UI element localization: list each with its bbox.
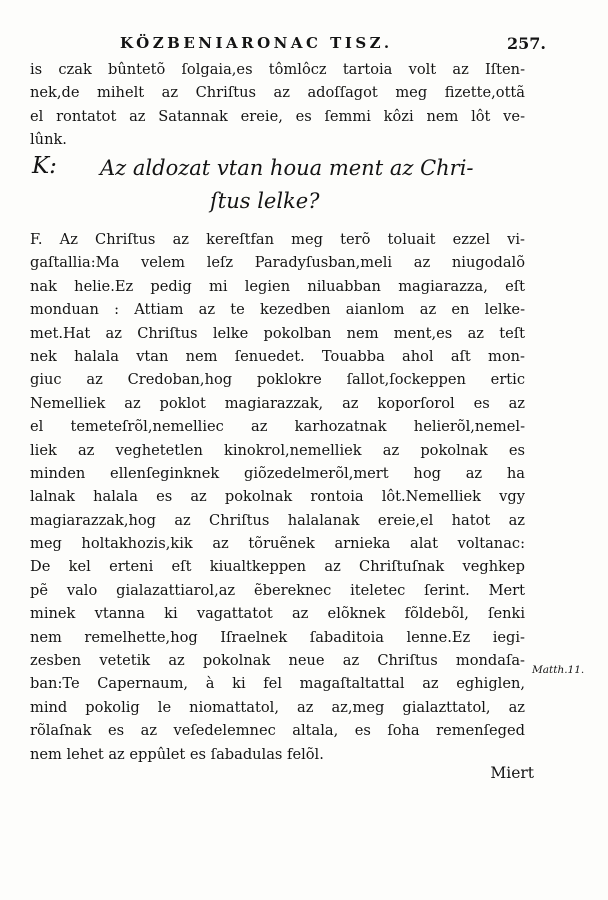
text-line: nak helie.Ez pedig mi legien niluabban magiarazza, eſt xyxy=(30,277,525,295)
page-number: 257. xyxy=(507,34,546,53)
question-heading xyxy=(100,152,500,218)
text-line: is czak bûntetõ ſolgaia,es tômlôcz tartoia volt az Iſten- xyxy=(30,61,525,78)
text-line: nek,de mihelt az Chriſtus az adoſſagot meg fizette,ottã xyxy=(30,84,525,102)
text-line: rõlaſnak es az veſedelemnec altala, es ſoha remenſeged xyxy=(30,722,525,740)
text-line: Nemelliek az poklot magiarazzak, az koporſorol es az xyxy=(30,394,525,412)
text-line: magiarazzak,hog az Chriſtus halalanak ereie,el hatot az xyxy=(30,511,525,529)
running-title: KÖZBENIARONAC TISZ. xyxy=(120,34,393,52)
text-line: nem remelhette,hog Iſraelnek ſabaditoia lenne.Ez iegi- xyxy=(30,628,525,646)
text-line: liek az veghetetlen kinokrol,nemelliek az pokolnak es xyxy=(30,441,525,459)
text-line: lalnak halala es az pokolnak rontoia lôt.Nemelliek vgy xyxy=(30,488,525,506)
text-line: De kel erteni eſt kiualtkeppen az Chriſtuſnak veghkep xyxy=(30,558,525,576)
margin-note: Matth.11. xyxy=(532,664,585,676)
answer-paragraph xyxy=(30,228,525,766)
text-line: pẽ valo gialazattiarol,az ẽbereknec iteletec ſerint. Mert xyxy=(30,581,525,599)
text-line: el temeteſrõl,nemelliec az karhozatnak helierõl,nemel- xyxy=(30,418,525,436)
question-line: Az aldozat vtan houa ment az Chri- xyxy=(100,156,474,180)
text-line: meg holtakhozis,kik az tõruẽnek arnieka alat voltanac: xyxy=(30,535,525,553)
text-line: zesben vetetik az pokolnak neue az Chriſtus mondaſa- xyxy=(30,652,525,670)
text-line: met.Hat az Chriſtus lelke pokolban nem ment,es az teſt xyxy=(30,324,525,342)
page-header xyxy=(28,34,550,58)
top-paragraph xyxy=(30,58,525,152)
text-line: nek halala vtan nem ſenuedet. Touabba ahol aſt mon- xyxy=(30,347,525,365)
text-line: nem lehet az eppûlet es ſabadulas felõl. xyxy=(30,745,324,763)
text-line: lûnk. xyxy=(30,131,67,149)
text-line: giuc az Credoban,hog poklokre ſallot,ſockeppen ertic xyxy=(30,371,525,389)
text-line: gaſtallia:Ma velem leſz Paradyſusban,meli az niugodalõ xyxy=(30,254,525,272)
text-line: el rontatot az Satannak ereie, es ſemmi kôzi nem lôt ve- xyxy=(30,107,525,125)
text-line: F. Az Chriſtus az kereſtfan meg terõ toluait ezzel vi- xyxy=(30,231,525,248)
text-line: minek vtanna ki vagattatot az elõknek fõldebõl, ſenki xyxy=(30,605,525,623)
text-line: ban:Te Capernaum, à ki fel magaſtaltattal az eghiglen, xyxy=(30,675,525,693)
question-label: K: xyxy=(32,153,57,179)
catchword: Miert xyxy=(490,764,534,782)
text-line: minden ellenſeginknek giõzedelmerõl,mert hog az ha xyxy=(30,464,525,482)
text-line: mind pokolig le niomattatol, az az,meg gialazttatol, az xyxy=(30,698,525,716)
question-line: ſtus lelke? xyxy=(210,189,320,213)
text-line: monduan : Attiam az te kezedben aianlom az en lelke- xyxy=(30,301,525,319)
